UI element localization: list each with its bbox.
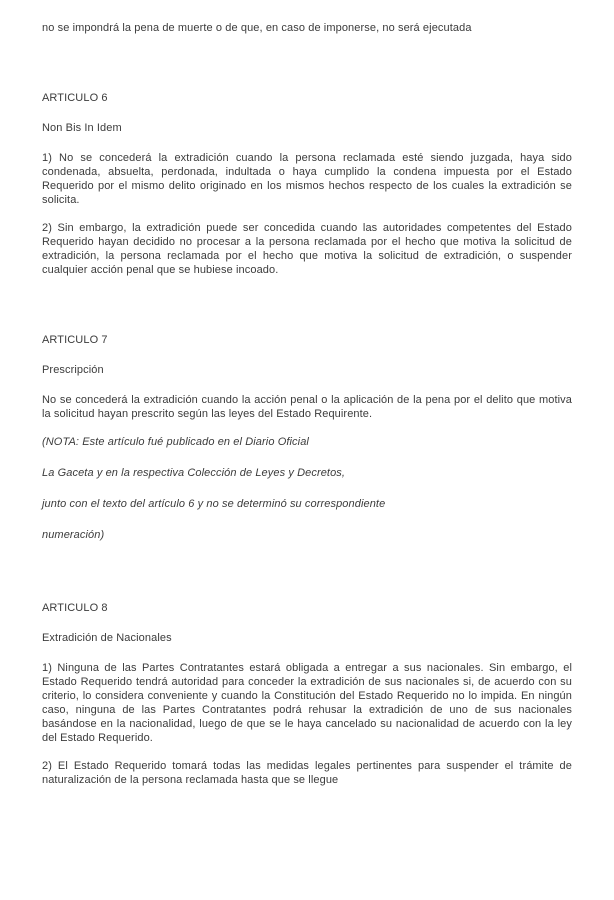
article-7-heading: ARTICULO 7 — [42, 334, 108, 346]
document-body — [42, 21, 572, 801]
article-8-heading: ARTICULO 8 — [42, 602, 108, 614]
note-line-2: La Gaceta y en la respectiva Colección de Leyes y Decretos, — [42, 467, 346, 479]
article-6-item-2: 2) Sin embargo, la extradición puede ser concedida cuando las autoridades competentes del Estado Requerido hayan decidido no procesar a la persona reclamada por el hecho que motiva la solicitud de extradición, la persona reclamada por el hecho que motiva la solicitud de extradición, o suspender cualquier acción penal que se hubiese incoado. — [42, 222, 572, 276]
article-8-subtitle: Extradición de Nacionales — [42, 632, 172, 644]
article-7-subtitle: Prescripción — [42, 364, 104, 376]
intro-continuation-paragraph: no se impondrá la pena de muerte o de que, en caso de imponerse, no será ejecutada — [42, 22, 472, 34]
article-6-heading: ARTICULO 6 — [42, 92, 108, 104]
article-6-item-1: 1) No se concederá la extradición cuando la persona reclamada esté siendo juzgada, haya sido condenada, absuelta, perdonada, indultada o haya cumplido la condena impuesta por el Estado Requerido por el mismo delito originado en los mismos hechos respecto de los cuales la extradición se solicita. — [42, 152, 572, 206]
article-7-paragraph: No se concederá la extradición cuando la acción penal o la aplicación de la pena por el delito que motiva la solicitud hayan prescrito según las leyes del Estado Requirente. — [42, 394, 572, 420]
article-6-subtitle: Non Bis In Idem — [42, 122, 122, 134]
note-line-4: numeración) — [42, 529, 105, 541]
article-8-item-2: 2) El Estado Requerido tomará todas las medidas legales pertinentes para suspender el trámite de naturalización de la persona reclamada hasta que se llegue — [42, 760, 572, 786]
note-line-3: junto con el texto del artículo 6 y no se determinó su correspondiente — [42, 498, 386, 510]
article-8-item-1: 1) Ninguna de las Partes Contratantes estará obligada a entregar a sus nacionales. Sin embargo, el Estado Requerido tendrá autoridad para conceder la extradición de sus nacionales si, de acuerdo con su criterio, lo considera conveniente y cuando la Constitución del Estado Requerido no lo impida. En ningún caso, ninguna de las Partes Contratantes podrá rehusar la extradición de uno de sus nacionales basándose en la nacionalidad, luego de que se le haya cancelado su nacionalidad de acuerdo con la ley del Estado Requerido. — [42, 662, 572, 744]
note-line-1: (NOTA: Este artículo fué publicado en el Diario Oficial — [42, 436, 309, 448]
